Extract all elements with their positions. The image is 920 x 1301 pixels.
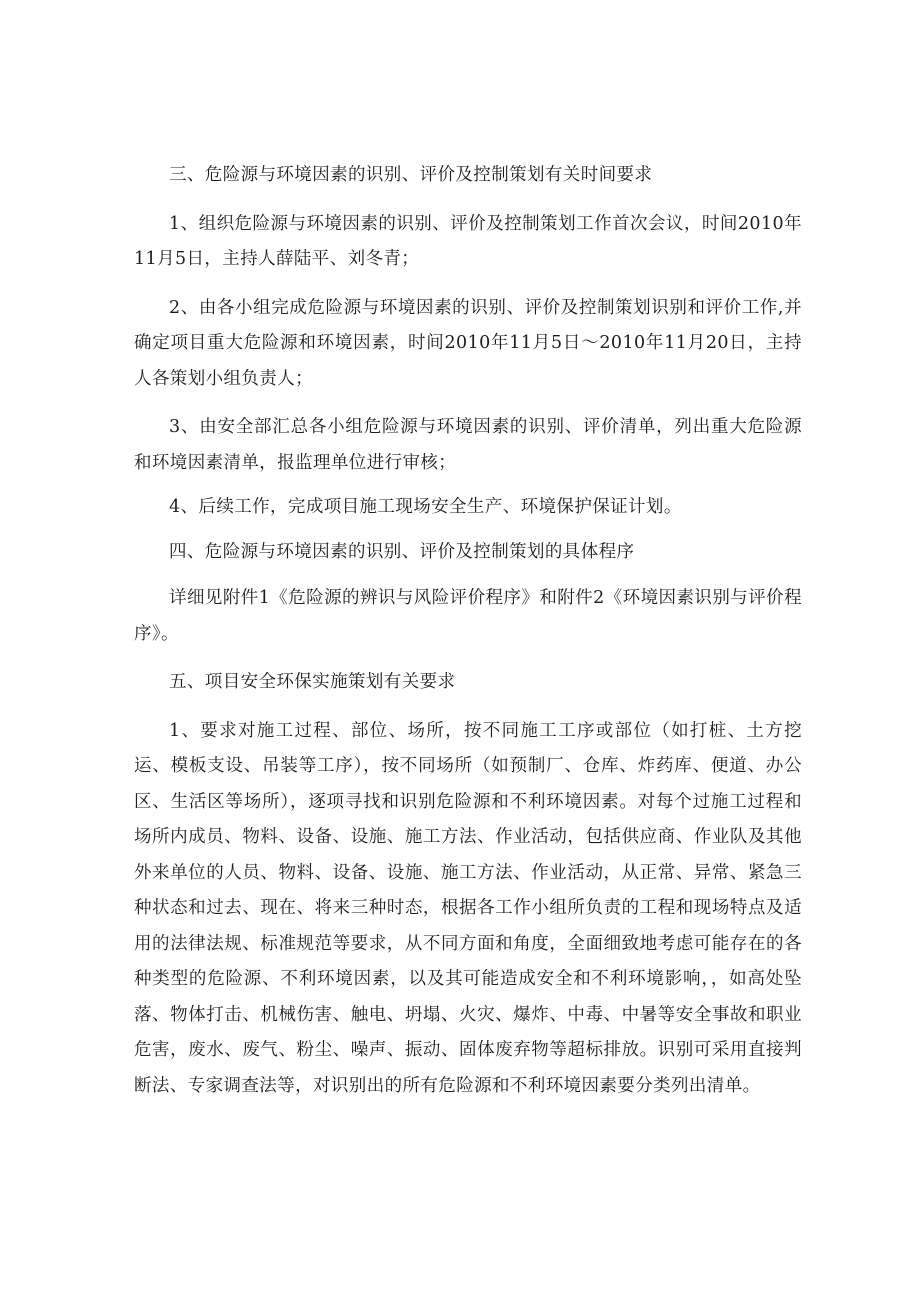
section-4-body: 详细见附件1《危险源的辨识与风险评价程序》和附件2《环境因素识别与评价程序》。 bbox=[134, 588, 802, 644]
section-3-item-3: 3、由安全部汇总各小组危险源与环境因素的识别、评价清单，列出重大危险源和环境因素清单，报监理单位进行审核； bbox=[134, 417, 802, 473]
section-4-heading: 四、危险源与环境因素的识别、评价及控制策划的具体程序 bbox=[169, 541, 635, 562]
section-5-item-1: 1、要求对施工过程、部位、场所，按不同施工工序或部位（如打桩、土方挖运、模板支设、吊装等工序），按不同场所（如预制厂、仓库、炸药库、便道、办公区、生活区等场所），逐项寻找和识别危险源和不利环境因素。对每个过施工过程和场所内成员、物料、设备、设施、施工方法、作业活动，包括供应商、作业队及其他外来单位的人员、物料、设备、设施、施工方法、作业活动，从正常、异常、紧急三种状态和过去、现在、将来三种时态，根据各工作小组所负责的工程和现场特点及适用的法律法规、标准规范等要求，从不同方面和角度，全面细致地考虑可能存在的各种类型的危险源、不利环境因素，以及其可能造成安全和不利环境影响，，如高处坠落、物体打击、机械伤害、触电、坍塌、火灾、爆炸、中毒、中暑等安全事故和职业危害，废水、废气、粉尘、噪声、振动、固体废弃物等超标排放。识别可采用直接判断法、专家调查法等，对识别出的所有危险源和不利环境因素要分类列出清单。 bbox=[134, 720, 802, 1096]
document-body bbox=[134, 158, 802, 1104]
section-3-item-1: 1、组织危险源与环境因素的识别、评价及控制策划工作首次会议，时间2010年11月5日，主持人薛陆平、刘冬青； bbox=[134, 213, 802, 269]
section-3-item-2: 2、由各小组完成危险源与环境因素的识别、评价及控制策划识别和评价工作,并确定项目重大危险源和环境因素，时间2010年11月5日～2010年11月20日，主持人各策划小组负责人； bbox=[134, 297, 802, 389]
section-3-item-4: 4、后续工作，完成项目施工现场安全生产、环境保护保证计划。 bbox=[169, 497, 682, 517]
section-5-heading: 五、项目安全环保实施策划有关要求 bbox=[169, 672, 456, 692]
section-3-heading: 三、危险源与环境因素的识别、评价及控制策划有关时间要求 bbox=[169, 165, 653, 185]
